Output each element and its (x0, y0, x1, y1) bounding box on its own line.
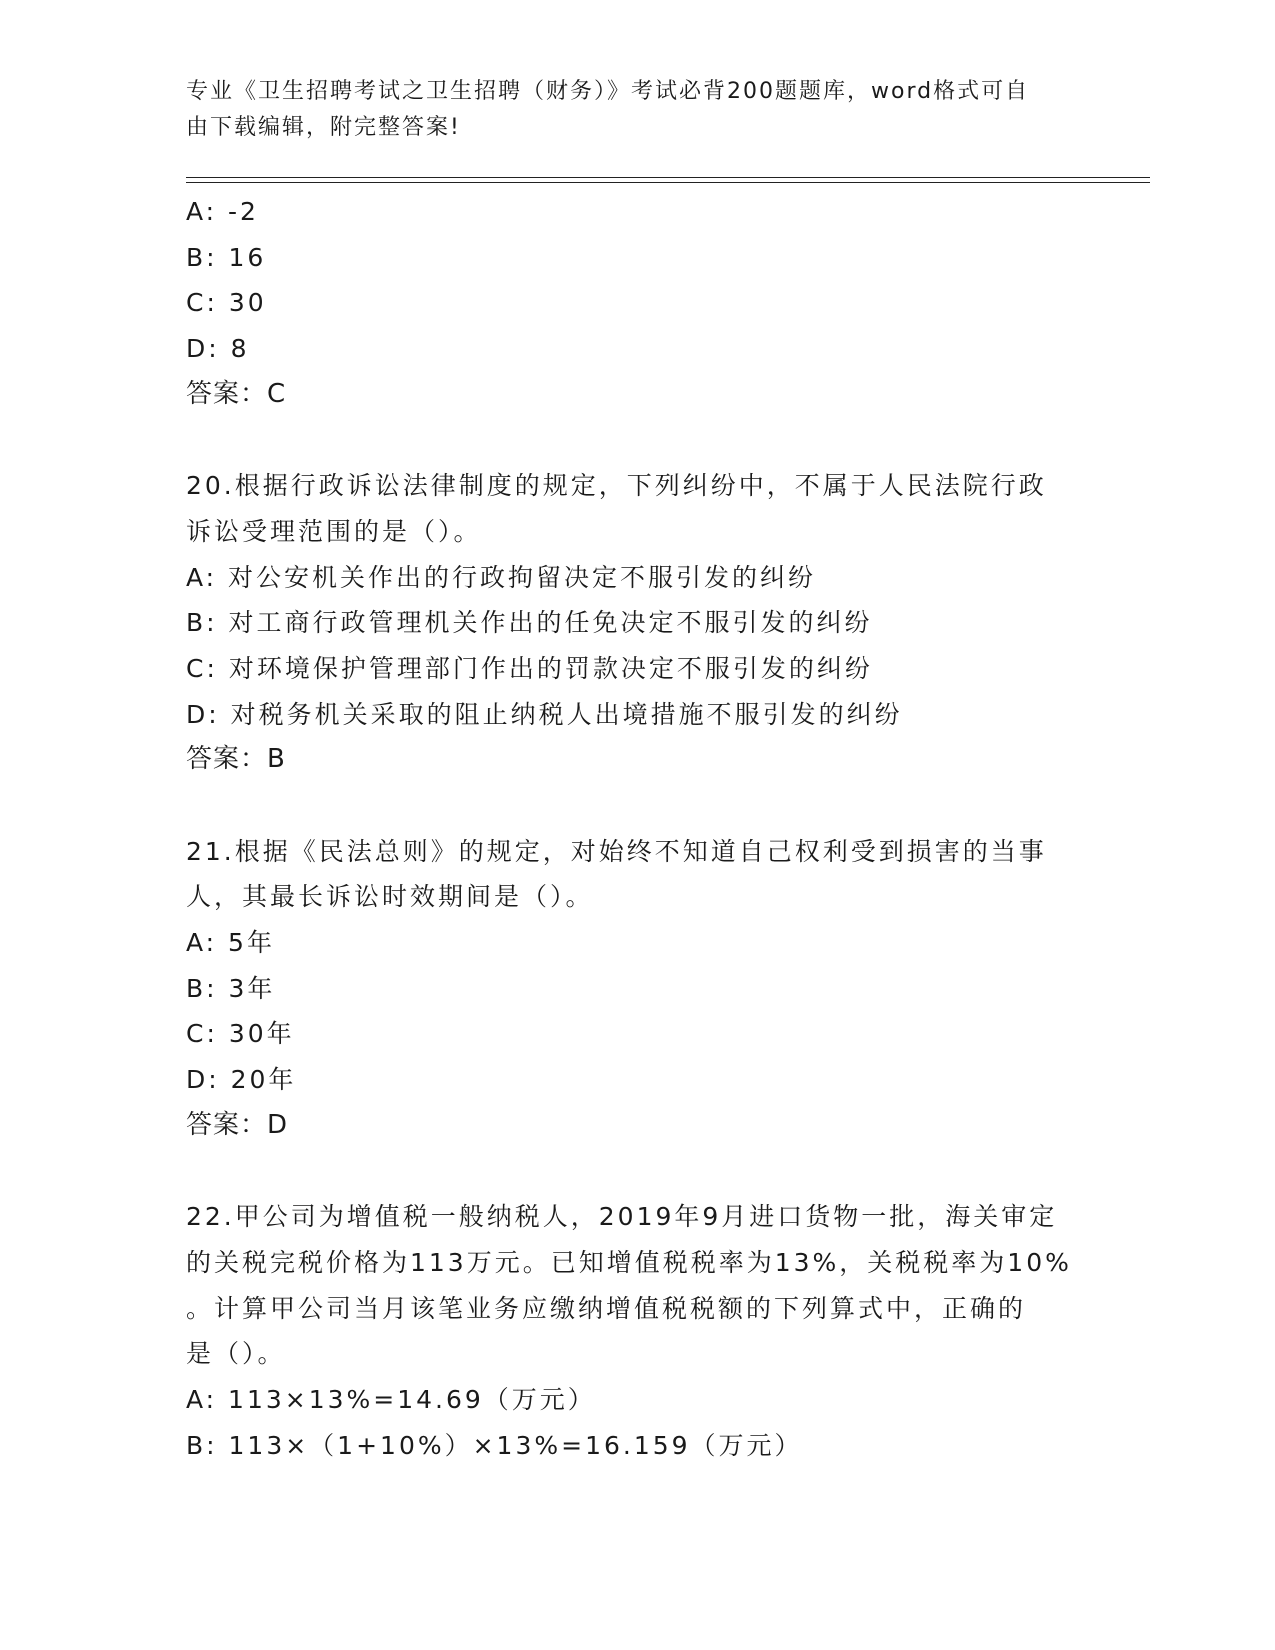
spacer (186, 783, 1086, 829)
option-a: A: 5年 (186, 928, 275, 957)
option-a: A: -2 (186, 197, 259, 226)
header-line-2: 由下载编辑，附完整答案! (186, 115, 461, 140)
question-stem-line: 21.根据《民法总则》的规定，对始终不知道自己权利受到损害的当事 (186, 836, 1047, 866)
question-stem-line: 的关税完税价格为113万元。已知增值税税率为13%，关税税率为10% (186, 1247, 1072, 1277)
answer: 答案：B (186, 744, 286, 775)
option-c: C: 30 (186, 288, 267, 318)
option-d: D: 20年 (186, 1065, 297, 1095)
question-19 (186, 189, 1086, 417)
question-stem-line: 20.根据行政诉讼法律制度的规定，下列纠纷中，不属于人民法院行政 (186, 471, 1047, 501)
question-list (186, 189, 1086, 1468)
spacer (186, 417, 1086, 463)
option-c: C: 30年 (186, 1019, 295, 1049)
document-header (186, 74, 1066, 146)
header-divider-top (186, 177, 1150, 178)
option-d: D: 对税务机关采取的阻止纳税人出境措施不服引发的纠纷 (186, 699, 903, 729)
question-stem-line: 22.甲公司为增值税一般纳税人，2019年9月进口货物一批，海关审定 (186, 1202, 1058, 1232)
question-21 (186, 829, 1086, 1149)
option-a: A: 对公安机关作出的行政拘留决定不服引发的纠纷 (186, 562, 817, 592)
question-stem-line: 是（）。 (186, 1339, 286, 1369)
header-line-1: 专业《卫生招聘考试之卫生招聘（财务）》考试必背200题题库，word格式可自 (186, 79, 1030, 104)
option-b: B: 16 (186, 242, 267, 272)
spacer (186, 1148, 1086, 1194)
question-stem-line: 人，其最长诉讼时效期间是（）。 (186, 882, 594, 912)
option-a: A: 113×13%=14.69（万元） (186, 1384, 596, 1414)
answer: 答案：C (186, 378, 287, 409)
header-divider-bottom (186, 182, 1150, 183)
option-b: B: 3年 (186, 973, 276, 1003)
option-d: D: 8 (186, 334, 250, 364)
question-stem-line: 诉讼受理范围的是（）。 (186, 516, 482, 546)
option-b: B: 113×（1+10%）×13%=16.159（万元） (186, 1430, 803, 1460)
question-stem-line: 。计算甲公司当月该笔业务应缴纳增值税税额的下列算式中，正确的 (186, 1293, 1027, 1323)
answer: 答案：D (186, 1109, 289, 1140)
option-b: B: 对工商行政管理机关作出的任免决定不服引发的纠纷 (186, 608, 873, 638)
question-22 (186, 1194, 1086, 1468)
option-c: C: 对环境保护管理部门作出的罚款决定不服引发的纠纷 (186, 653, 873, 683)
question-20 (186, 463, 1086, 783)
